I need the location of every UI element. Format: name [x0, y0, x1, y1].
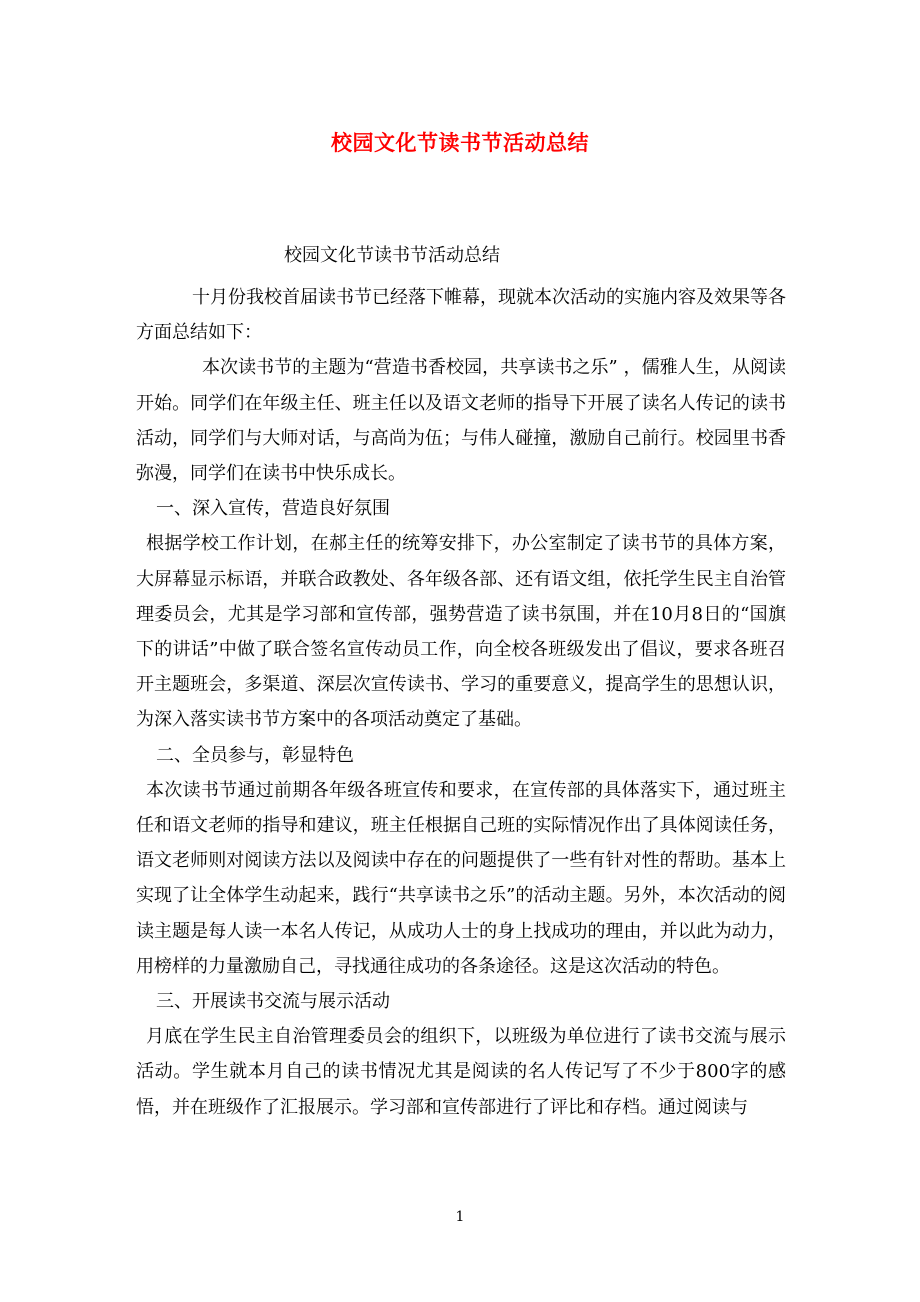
document-body	[136, 280, 786, 1125]
paragraph-exchange: 月底在学生民主自治管理委员会的组织下，以班级为单位进行了读书交流与展示活动。学生就本月自己的读书情况尤其是阅读的名人传记写了不少于800字的感悟，并在班级作了汇报展示。学习部和宣传部进行了评比和存档。通过阅读与	[136, 1026, 786, 1118]
paragraph-theme: 本次读书节的主题为“营造书香校园，共享读书之乐” ，儒雅人生，从阅读开始。同学们在年级主任、班主任以及语文老师的指导下开展了读名人传记的读书活动，同学们与大师对话，与高尚为伍；与伟人碰撞，激励自己前行。校园里书香弥漫，同学们在读书中快乐成长。	[136, 357, 786, 485]
document-subtitle: 校园文化节读书节活动总结	[284, 245, 500, 266]
section-heading-publicity: 一、深入宣传，营造良好氛围	[156, 498, 390, 520]
section-heading-exchange: 三、开展读书交流与展示活动	[156, 991, 390, 1013]
page-number: 1	[455, 1209, 465, 1225]
paragraph-intro: 十月份我校首届读书节已经落下帷幕，现就本次活动的实施内容及效果等各方面总结如下：	[136, 287, 786, 344]
paragraph-participation: 本次读书节通过前期各年级各班宣传和要求，在宣传部的具体落实下，通过班主任和语文老师的指导和建议，班主任根据自己班的实际情况作出了具体阅读任务，语文老师则对阅读方法以及阅读中存在的问题提供了一些有针对性的帮助。基本上实现了让全体学生动起来，践行“共享读书之乐”的活动主题。另外，本次活动的阅读主题是每人读一本名人传记，从成功人士的身上找成功的理由，并以此为动力，用榜样的力量激励自己，寻找通往成功的各条途径。这是这次活动的特色。	[136, 779, 786, 977]
section-heading-participation: 二、全员参与，彰显特色	[156, 744, 354, 766]
page-title: 校园文化节读书节活动总结	[331, 130, 589, 155]
paragraph-publicity: 根据学校工作计划，在郝主任的统筹安排下，办公室制定了读书节的具体方案，大屏幕显示标语，并联合政教处、各年级各部、还有语文组，依托学生民主自治管理委员会，尤其是学习部和宣传部，强势营造了读书氛围，并在10月8日的“国旗下的讲话”中做了联合签名宣传动员工作，向全校各班级发出了倡议，要求各班召开主题班会，多渠道、深层次宣传读书、学习的重要意义，提高学生的思想认识，为深入落实读书节方案中的各项活动奠定了基础。	[136, 533, 786, 731]
